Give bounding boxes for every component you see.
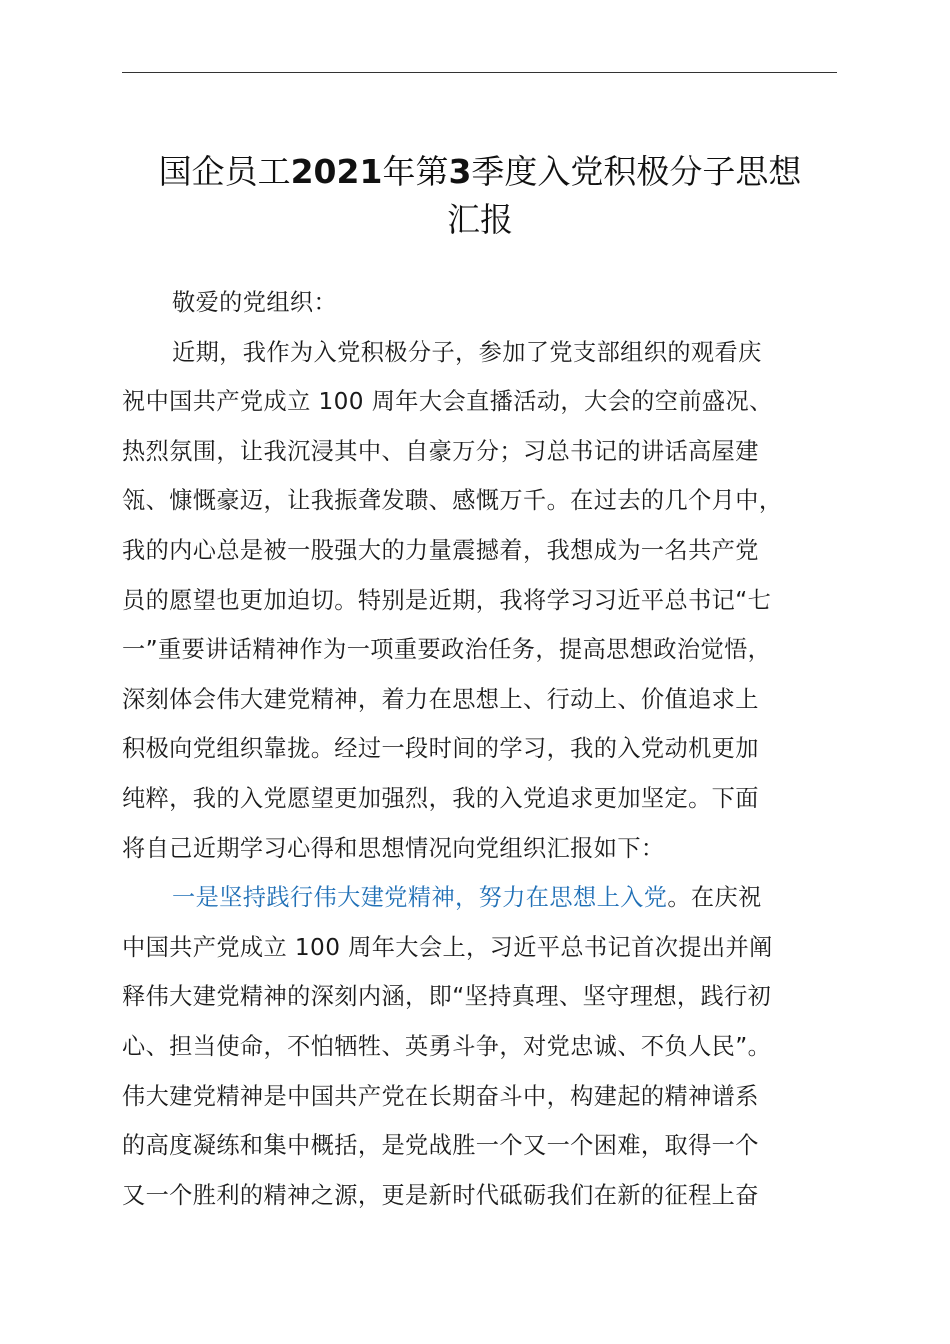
header-rule (122, 72, 837, 73)
title-line-2: 汇报 (447, 200, 513, 239)
paragraph-line: 的高度凝练和集中概括，是党战胜一个又一个困难，取得一个 (122, 1132, 759, 1160)
paragraph-line: 近期，我作为入党积极分子，参加了党支部组织的观看庆 (172, 338, 762, 366)
paragraph-line: 伟大建党精神是中国共产党在长期奋斗中，构建起的精神谱系 (122, 1082, 759, 1110)
document-body (122, 278, 838, 1220)
title-line-1: 国企员工2021年第3季度入党积极分子思想 (158, 152, 802, 191)
section-1-heading-tail: 。在庆祝 (667, 884, 762, 912)
paragraph-line: 员的愿望也更加迫切。特别是近期，我将学习习近平总书记“七 (122, 586, 772, 614)
paragraph-line: 释伟大建党精神的深刻内涵，即“坚持真理、坚守理想，践行初 (122, 983, 772, 1011)
paragraph-line: 心、担当使命，不怕牺牲、英勇斗争，对党忠诚、不负人民”。 (122, 1032, 772, 1060)
paragraph-line: 祝中国共产党成立 100 周年大会直播活动，大会的空前盛况、 (122, 388, 773, 416)
paragraph-line: 瓴、慷慨豪迈，让我振聋发聩、感慨万千。在过去的几个月中， (122, 487, 783, 515)
paragraph-line: 积极向党组织靠拢。经过一段时间的学习，我的入党动机更加 (122, 735, 759, 763)
section-1-first-line (122, 873, 838, 923)
document-title (100, 148, 860, 244)
paragraph-line: 中国共产党成立 100 周年大会上，习近平总书记首次提出并阐 (122, 933, 773, 961)
paragraph-line: 纯粹，我的入党愿望更加强烈，我的入党追求更加坚定。下面 (122, 784, 759, 812)
section-1-heading: 一是坚持践行伟大建党精神，努力在思想上入党 (172, 884, 668, 912)
paragraph-line: 又一个胜利的精神之源，更是新时代砥砺我们在新的征程上奋 (122, 1181, 759, 1209)
paragraph-line: 热烈氛围，让我沉浸其中、自豪万分；习总书记的讲话高屋建 (122, 437, 759, 465)
paragraph-line: 将自己近期学习心得和思想情况向党组织汇报如下： (122, 834, 665, 862)
paragraph-line: 一”重要讲话精神作为一项重要政治任务，提高思想政治觉悟， (122, 636, 772, 664)
paragraph-1 (122, 328, 838, 874)
paragraph-line: 深刻体会伟大建党精神，着力在思想上、行动上、价值追求上 (122, 685, 759, 713)
section-1 (122, 873, 838, 1220)
paragraph-line: 我的内心总是被一股强大的力量震撼着，我想成为一名共产党 (122, 536, 759, 564)
salutation: 敬爱的党组织： (172, 289, 338, 316)
